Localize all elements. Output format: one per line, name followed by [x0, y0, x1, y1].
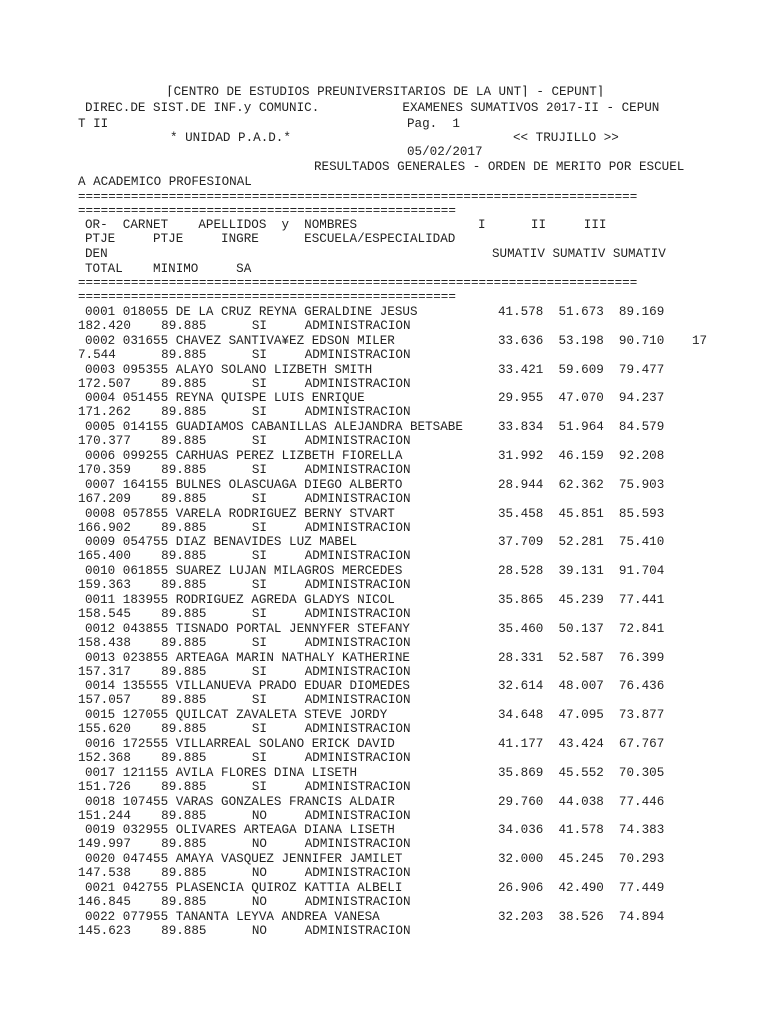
row-total-line: 165.400 89.885 SI ADMINISTRACION [78, 549, 411, 563]
row-total-line: 159.363 89.885 SI ADMINISTRACION [78, 578, 411, 592]
separator-rule: ================================================== [78, 204, 456, 218]
row-order-name: 0006 099255 CARHUAS PEREZ LIZBETH FIORELLA [85, 449, 403, 463]
row-order-name: 0021 042755 PLASENCIA QUIROZ KATTIA ALBELI [85, 881, 403, 895]
row-sumativ-scores: 34.648 47.095 73.877 [498, 708, 665, 722]
row-sumativ-scores: 35.869 45.552 70.305 [498, 766, 665, 780]
row-order-name: 0005 014155 GUADIAMOS CABANILLAS ALEJANDRA BETSABE [85, 420, 463, 434]
row-order-name: 0001 018055 DE LA CRUZ REYNA GERALDINE JESUS [85, 305, 418, 319]
row-sumativ-scores: 41.177 43.424 67.767 [498, 737, 665, 751]
row-total-line: 170.359 89.885 SI ADMINISTRACION [78, 463, 411, 477]
row-order-name: 0013 023855 ARTEAGA MARIN NATHALY KATHERINE [85, 651, 410, 665]
row-order-name: 0017 121155 AVILA FLORES DINA LISETH [85, 766, 358, 780]
row-order-name: 0002 031655 CHAVEZ SANTIVA¥EZ EDSON MILER [85, 334, 395, 348]
row-total-line: 157.057 89.885 SI ADMINISTRACION [78, 693, 411, 707]
row-total-line: 172.507 89.885 SI ADMINISTRACION [78, 377, 411, 391]
row-order-name: 0022 077955 TANANTA LEYVA ANDREA VANESA [85, 910, 380, 924]
row-order-name: 0009 054755 DIAZ BENAVIDES LUZ MABEL [85, 535, 358, 549]
row-sumativ-scores: 33.636 53.198 90.710 [498, 334, 665, 348]
row-total-line: 7.544 89.885 SI ADMINISTRACION [78, 348, 411, 362]
row-total-line: 155.620 89.885 SI ADMINISTRACION [78, 722, 411, 736]
row-order-name: 0007 164155 BULNES OLASCUAGA DIEGO ALBERTO [85, 478, 403, 492]
row-sumativ-scores: 28.528 39.131 91.704 [498, 564, 665, 578]
row-sumativ-scores: 29.955 47.070 94.237 [498, 391, 665, 405]
row-total-line: 152.368 89.885 SI ADMINISTRACION [78, 751, 411, 765]
row-total-line: 158.545 89.885 SI ADMINISTRACION [78, 607, 411, 621]
row-sumativ-scores: 31.992 46.159 92.208 [498, 449, 665, 463]
row-total-line: 151.244 89.885 NO ADMINISTRACION [78, 809, 411, 823]
column-header-row-3: DEN [85, 247, 108, 261]
separator-rule: ========================================================================== [78, 276, 638, 290]
row-order-name: 0019 032955 OLIVARES ARTEAGA DIANA LISETH [85, 823, 395, 837]
row-total-line: 146.845 89.885 NO ADMINISTRACION [78, 895, 411, 909]
row-order-name: 0015 127055 QUILCAT ZAVALETA STEVE JORDY [85, 708, 388, 722]
row-order-name: 0008 057855 VARELA RODRIGUEZ BERNY STVART [85, 507, 395, 521]
column-header-row-2: PTJE PTJE INGRE ESCUELA/ESPECIALIDAD [85, 232, 456, 246]
row-sumativ-scores: 32.203 38.526 74.894 [498, 910, 665, 924]
row-sumativ-scores: 35.865 45.239 77.441 [498, 593, 665, 607]
row-sumativ-scores: 32.000 45.245 70.293 [498, 852, 665, 866]
separator-rule: ========================================================================== [78, 190, 638, 204]
row-total-line: 147.538 89.885 NO ADMINISTRACION [78, 866, 411, 880]
row-sumativ-scores: 32.614 48.007 76.436 [498, 679, 665, 693]
row-total-line: 170.377 89.885 SI ADMINISTRACION [78, 434, 411, 448]
row-total-line: 158.438 89.885 SI ADMINISTRACION [78, 636, 411, 650]
institution-title: ⌈CENTRO DE ESTUDIOS PREUNIVERSITARIOS DE LA UNT⌉ - CEPUNT⌉ [166, 85, 605, 99]
column-header-sumativ: SUMATIV SUMATIV SUMATIV [492, 247, 666, 261]
row-order-name: 0014 135555 VILLANUEVA PRADO EDUAR DIOMEDES [85, 679, 410, 693]
report-title-continuation: A ACADEMICO PROFESIONAL [78, 175, 252, 189]
row-sumativ-scores: 33.834 51.964 84.579 [498, 420, 665, 434]
row-sumativ-scores: 35.458 45.851 85.593 [498, 507, 665, 521]
separator-rule: ================================================== [78, 290, 456, 304]
row-sumativ-scores: 28.944 62.362 75.903 [498, 478, 665, 492]
column-header-row-1: OR- CARNET APELLIDOS y NOMBRES I II III [85, 218, 607, 232]
row-total-wrap: 17 [692, 334, 708, 348]
row-order-name: 0018 107455 VARAS GONZALES FRANCIS ALDAIR [85, 795, 395, 809]
row-total-line: 149.997 89.885 NO ADMINISTRACION [78, 837, 411, 851]
city-label: << TRUJILLO >> [513, 131, 619, 145]
row-total-line: 151.726 89.885 SI ADMINISTRACION [78, 780, 411, 794]
row-sumativ-scores: 35.460 50.137 72.841 [498, 622, 665, 636]
row-total-line: 171.262 89.885 SI ADMINISTRACION [78, 405, 411, 419]
exam-title-continuation: T II [78, 117, 109, 131]
report-date: 05/02/2017 [407, 145, 483, 159]
row-sumativ-scores: 33.421 59.609 79.477 [498, 363, 665, 377]
row-sumativ-scores: 34.036 41.578 74.383 [498, 823, 665, 837]
row-total-line: 145.623 89.885 NO ADMINISTRACION [78, 924, 411, 938]
row-order-name: 0003 095355 ALAYO SOLANO LIZBETH SMITH [85, 363, 373, 377]
row-total-line: 167.209 89.885 SI ADMINISTRACION [78, 492, 411, 506]
report-title: RESULTADOS GENERALES - ORDEN DE MERITO POR ESCUEL [314, 160, 685, 174]
row-order-name: 0010 061855 SUAREZ LUJAN MILAGROS MERCEDES [85, 564, 403, 578]
row-total-line: 182.420 89.885 SI ADMINISTRACION [78, 319, 411, 333]
row-order-name: 0011 183955 RODRIGUEZ AGREDA GLADYS NICOL [85, 593, 395, 607]
column-header-row-4: TOTAL MINIMO SA [85, 262, 252, 276]
row-order-name: 0004 051455 REYNA QUISPE LUIS ENRIQUE [85, 391, 365, 405]
row-total-line: 166.902 89.885 SI ADMINISTRACION [78, 521, 411, 535]
row-order-name: 0012 043855 TISNADO PORTAL JENNYFER STEFANY [85, 622, 410, 636]
row-sumativ-scores: 29.760 44.038 77.446 [498, 795, 665, 809]
department-line: DIREC.DE SIST.DE INF.y COMUNIC. EXAMENES SUMATIVOS 2017-II - CEPUN [85, 101, 660, 115]
row-sumativ-scores: 41.578 51.673 89.169 [498, 305, 665, 319]
row-order-name: 0016 172555 VILLARREAL SOLANO ERICK DAVID [85, 737, 395, 751]
row-sumativ-scores: 37.709 52.281 75.410 [498, 535, 665, 549]
row-sumativ-scores: 26.906 42.490 77.449 [498, 881, 665, 895]
row-sumativ-scores: 28.331 52.587 76.399 [498, 651, 665, 665]
page-number: Pag. 1 [407, 117, 460, 131]
row-total-line: 157.317 89.885 SI ADMINISTRACION [78, 665, 411, 679]
row-order-name: 0020 047455 AMAYA VASQUEZ JENNIFER JAMILET [85, 852, 403, 866]
unit-name: * UNIDAD P.A.D.* [170, 131, 291, 145]
